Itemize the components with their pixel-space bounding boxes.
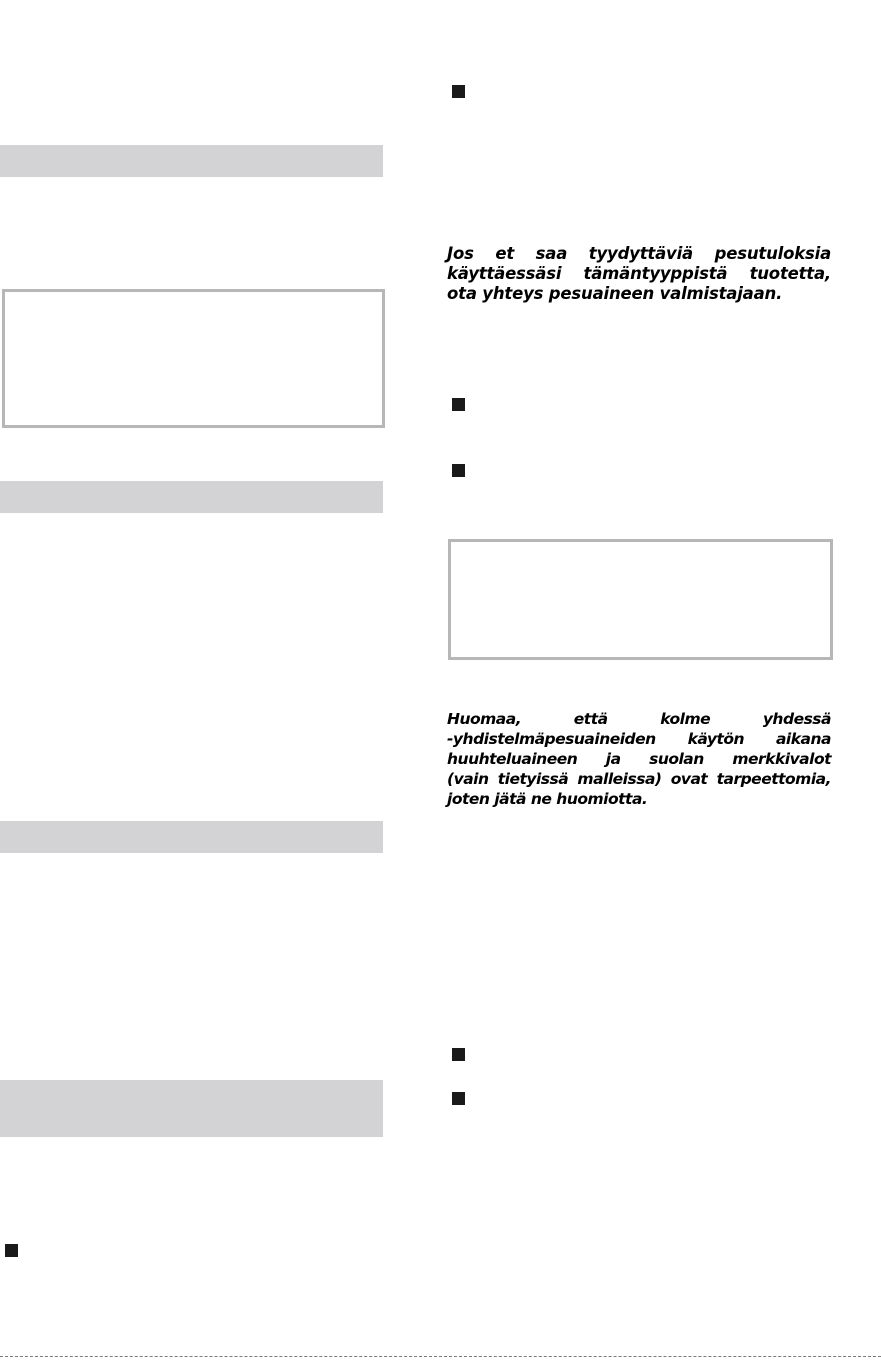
detergent-advice-paragraph	[447, 244, 831, 304]
paragraph-line: (vain tietyissä malleissa) ovat tarpeettomia,	[447, 770, 831, 788]
paragraph-line: joten jätä ne huomiotta.	[447, 790, 648, 808]
paragraph-line: käyttäessäsi tämäntyyppistä tuotetta,	[447, 264, 831, 283]
note-box-left	[2, 289, 385, 428]
paragraph-line: ota yhteys pesuaineen valmistajaan.	[447, 284, 783, 303]
paragraph-line: Huomaa, että kolme yhdessä	[447, 710, 831, 728]
section-heading-bar-2	[0, 481, 383, 513]
section-heading-bar-4	[0, 1080, 383, 1137]
section-heading-bar-3	[0, 821, 383, 853]
bullet-square-4	[452, 1048, 465, 1061]
note-box-right	[448, 539, 833, 660]
paragraph-line: -yhdistelmäpesuaineiden käytön aikana	[447, 730, 831, 748]
page-bottom-rule	[0, 1356, 881, 1357]
bullet-square-left	[5, 1244, 18, 1257]
paragraph-line: huuhteluaineen ja suolan merkkivalot	[447, 750, 831, 768]
section-heading-bar-1	[0, 145, 383, 177]
bullet-square-3	[452, 464, 465, 477]
bullet-square-5	[452, 1092, 465, 1105]
paragraph-line: Jos et saa tyydyttäviä pesutuloksia	[447, 244, 831, 263]
bullet-square-2	[452, 398, 465, 411]
bullet-square-1	[452, 85, 465, 98]
indicator-lights-paragraph	[447, 709, 831, 809]
